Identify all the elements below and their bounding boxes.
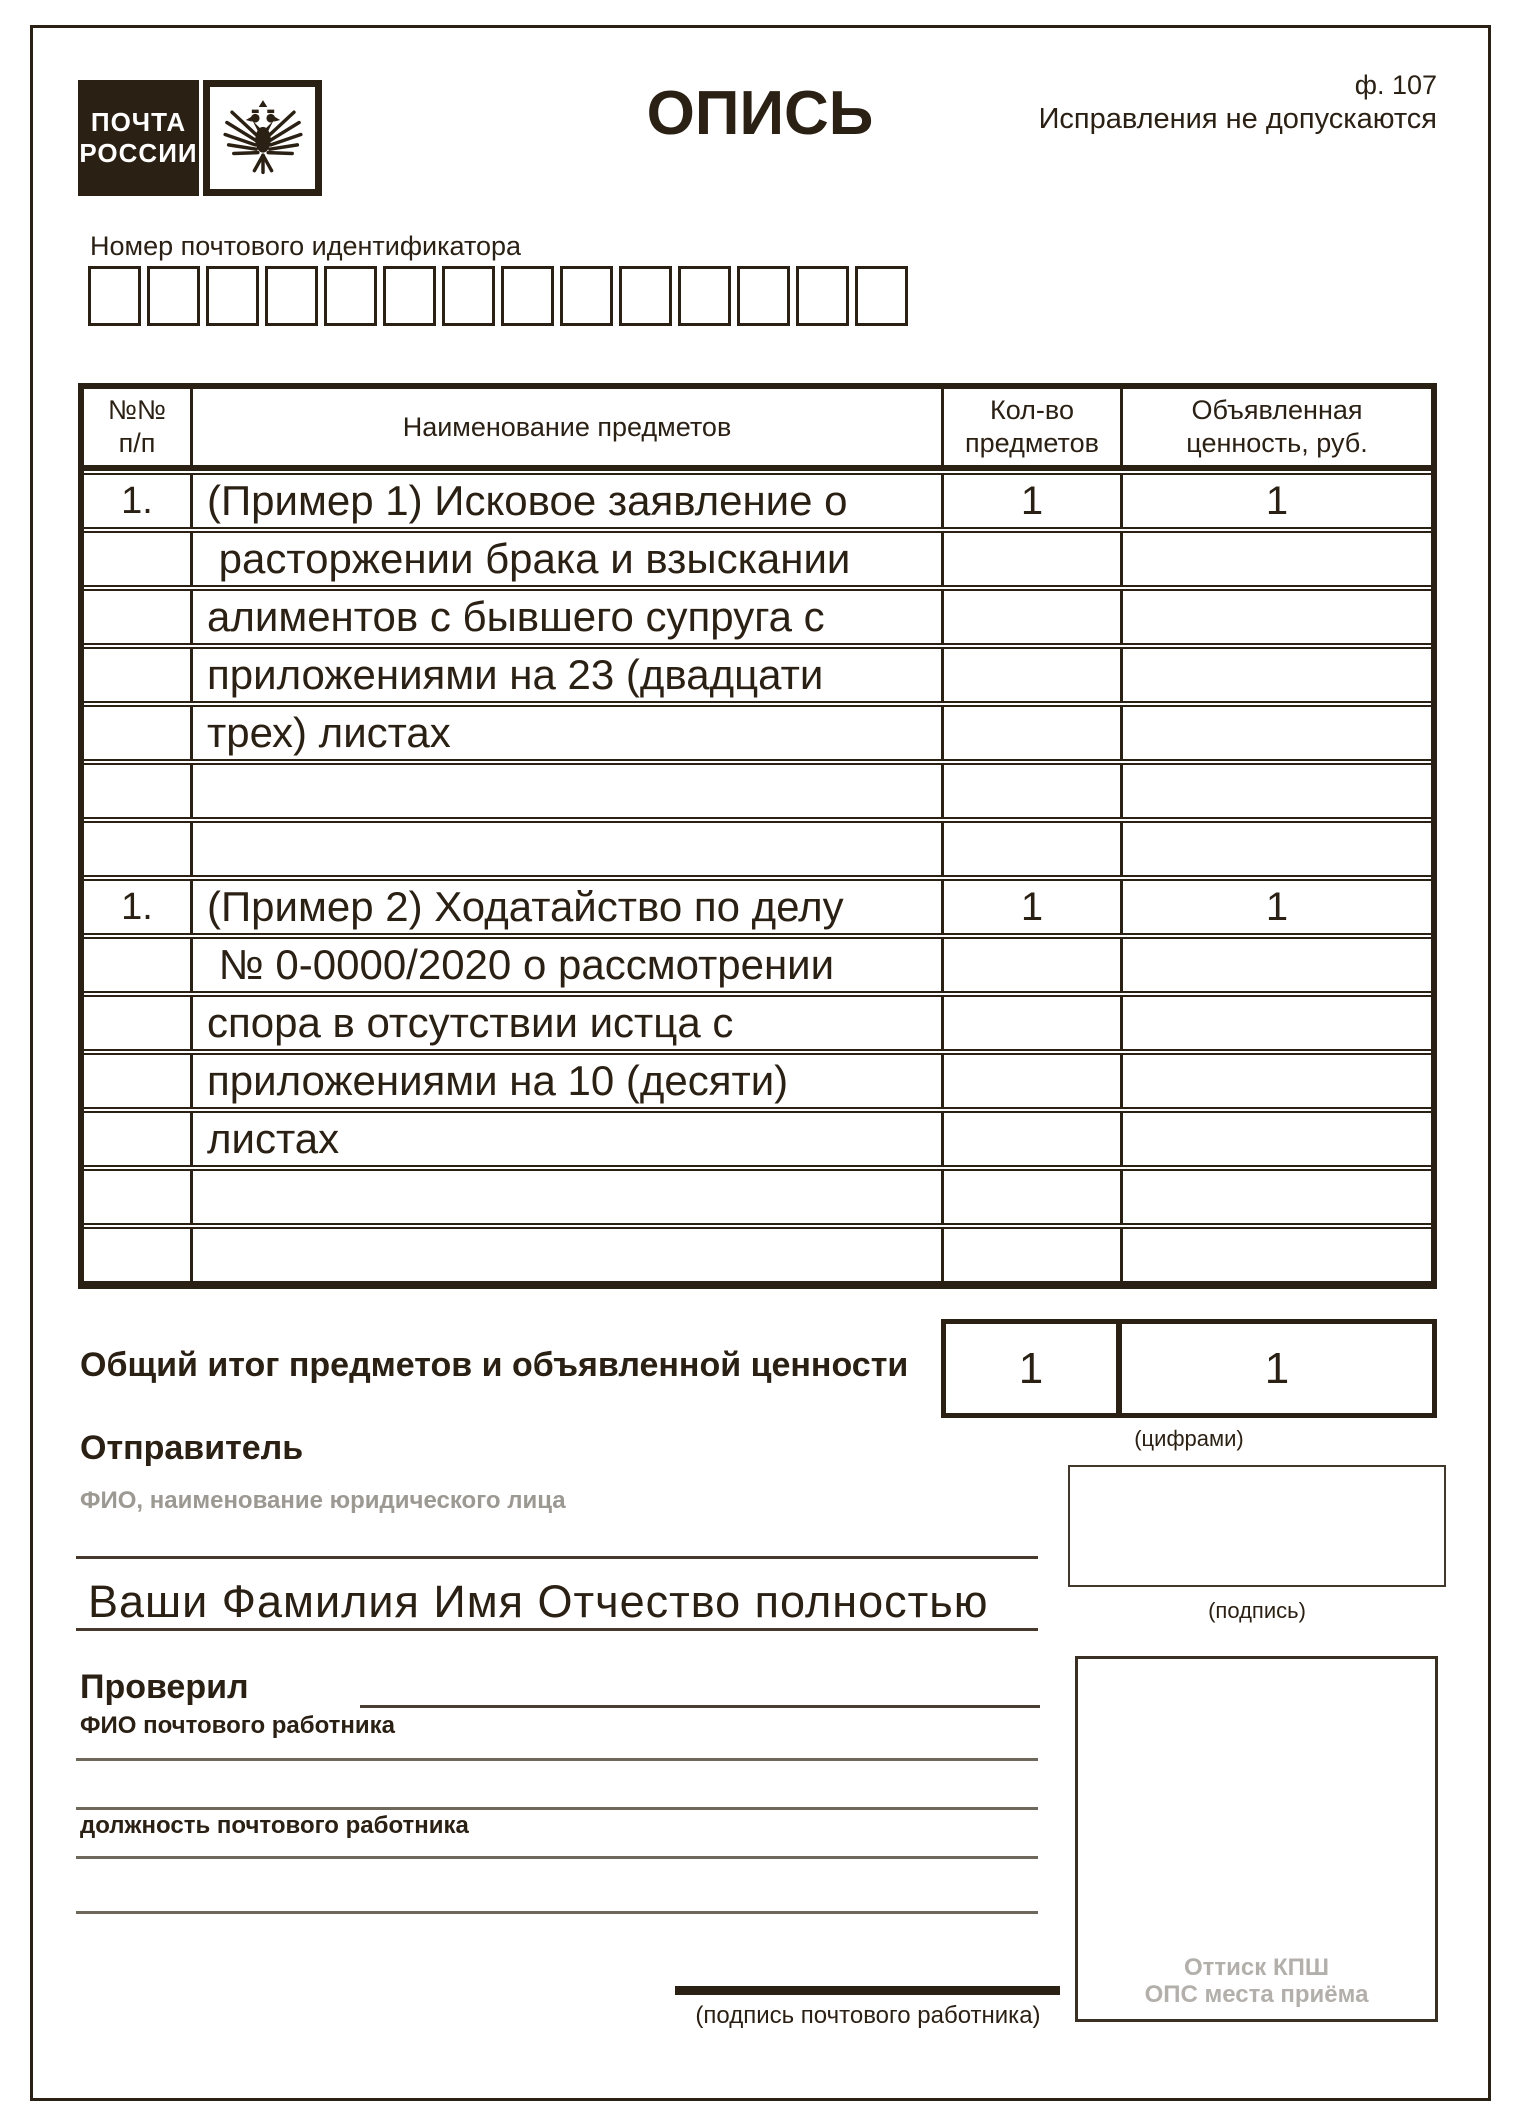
table-row xyxy=(84,995,1431,1051)
checker-position-line[interactable] xyxy=(76,1856,1038,1859)
identifier-cell[interactable] xyxy=(206,266,259,326)
cell-value[interactable] xyxy=(1123,705,1431,761)
cell-value[interactable]: 1 xyxy=(1123,473,1431,529)
cell-num[interactable] xyxy=(84,647,193,703)
cell-name[interactable] xyxy=(193,1169,944,1225)
cell-value[interactable] xyxy=(1123,995,1431,1051)
cell-num[interactable] xyxy=(84,995,193,1051)
identifier-cell[interactable] xyxy=(501,266,554,326)
cell-name[interactable] xyxy=(193,1227,944,1283)
identifier-cell[interactable] xyxy=(737,266,790,326)
cell-name[interactable]: приложениями на 10 (десяти) xyxy=(193,1053,944,1109)
cell-qty[interactable] xyxy=(944,1227,1123,1283)
cell-name[interactable]: спора в отсутствии истца с xyxy=(193,995,944,1051)
table-row xyxy=(84,473,1431,529)
table-row xyxy=(84,763,1431,819)
sender-signature-note: (подпись) xyxy=(1208,1598,1306,1623)
table-row xyxy=(84,589,1431,645)
checker-line[interactable] xyxy=(76,1807,1038,1810)
table-row xyxy=(84,531,1431,587)
cell-name[interactable]: (Пример 1) Исковое заявление о xyxy=(193,473,944,529)
identifier-cell[interactable] xyxy=(678,266,731,326)
sender-heading: Отправитель xyxy=(80,1429,304,1467)
identifier-cell[interactable] xyxy=(88,266,141,326)
table-header-row xyxy=(84,389,1431,471)
cell-qty[interactable] xyxy=(944,589,1123,645)
cell-name[interactable]: алиментов с бывшего супруга с xyxy=(193,589,944,645)
total-qty-box[interactable]: 1 xyxy=(941,1319,1121,1418)
cell-qty[interactable]: 1 xyxy=(944,879,1123,935)
cell-name[interactable]: приложениями на 23 (двадцати xyxy=(193,647,944,703)
header-num: №№ п/п xyxy=(84,389,193,471)
checker-heading: Проверил xyxy=(80,1668,249,1706)
worker-signature-line[interactable] xyxy=(675,1986,1060,1995)
header-qty: Кол-во предметов xyxy=(944,389,1123,471)
cell-value[interactable] xyxy=(1123,1053,1431,1109)
header-value: Объявленная ценность, руб. xyxy=(1123,389,1431,471)
cell-num[interactable] xyxy=(84,821,193,877)
identifier-cell[interactable] xyxy=(442,266,495,326)
identifier-cell[interactable] xyxy=(324,266,377,326)
form-code: ф. 107 xyxy=(1354,70,1437,100)
checker-fio-label: ФИО почтового работника xyxy=(80,1712,396,1739)
table-row xyxy=(84,937,1431,993)
cell-qty[interactable] xyxy=(944,705,1123,761)
identifier-cell[interactable] xyxy=(619,266,672,326)
cell-qty[interactable] xyxy=(944,647,1123,703)
cell-qty[interactable] xyxy=(944,1169,1123,1225)
russian-post-logo xyxy=(78,80,199,196)
cell-value[interactable] xyxy=(1123,531,1431,587)
sender-sublabel: ФИО, наименование юридического лица xyxy=(80,1487,566,1514)
cell-qty[interactable] xyxy=(944,531,1123,587)
checker-line[interactable] xyxy=(76,1911,1038,1914)
header-name: Наименование предметов xyxy=(193,389,944,471)
no-corrections-note: Исправления не допускаются xyxy=(1038,103,1437,135)
total-value-box[interactable]: 1 xyxy=(1117,1319,1437,1418)
table-row xyxy=(84,705,1431,761)
sender-name-value[interactable]: Ваши Фамилия Имя Отчество полностью xyxy=(88,1576,989,1627)
items-table xyxy=(78,383,1437,1289)
cell-value[interactable] xyxy=(1123,1111,1431,1167)
total-label: Общий итог предметов и объявленной ценности xyxy=(80,1346,909,1384)
cell-num[interactable] xyxy=(84,763,193,819)
checker-position-label: должность почтового работника xyxy=(80,1812,469,1839)
identifier-cell[interactable] xyxy=(855,266,908,326)
table-row xyxy=(84,1053,1431,1109)
table-row xyxy=(84,1169,1431,1225)
logo-text: ПОЧТА РОССИИ xyxy=(79,107,198,168)
table-row xyxy=(84,1111,1431,1167)
cell-qty[interactable] xyxy=(944,995,1123,1051)
cell-value[interactable]: 1 xyxy=(1123,879,1431,935)
cell-name[interactable]: (Пример 2) Ходатайство по делу xyxy=(193,879,944,935)
total-boxes xyxy=(941,1319,1437,1418)
cell-qty[interactable] xyxy=(944,937,1123,993)
digits-note: (цифрами) xyxy=(1134,1426,1244,1451)
cell-value[interactable] xyxy=(1123,763,1431,819)
stamp-box[interactable] xyxy=(1075,1656,1438,2022)
cell-num[interactable] xyxy=(84,531,193,587)
double-headed-eagle-icon xyxy=(220,95,306,181)
sender-rule-bottom xyxy=(76,1628,1038,1631)
table-row xyxy=(84,821,1431,877)
cell-name[interactable] xyxy=(193,821,944,877)
cell-value[interactable] xyxy=(1123,821,1431,877)
cell-num[interactable] xyxy=(84,589,193,645)
cell-num[interactable]: 1. xyxy=(84,473,193,529)
cell-qty[interactable] xyxy=(944,763,1123,819)
cell-name[interactable]: № 0-0000/2020 о рассмотрении xyxy=(193,937,944,993)
checker-fio-line[interactable] xyxy=(76,1758,1038,1761)
table-row xyxy=(84,1227,1431,1283)
identifier-cell[interactable] xyxy=(265,266,318,326)
cell-name[interactable]: листах xyxy=(193,1111,944,1167)
table-row xyxy=(84,879,1431,935)
sender-rule-top xyxy=(76,1556,1038,1559)
cell-num[interactable]: 1. xyxy=(84,879,193,935)
cell-num[interactable] xyxy=(84,1111,193,1167)
worker-signature-note: (подпись почтового работника) xyxy=(695,2002,1041,2029)
eagle-emblem-icon xyxy=(203,80,322,196)
identifier-cell[interactable] xyxy=(147,266,200,326)
sender-signature-box[interactable] xyxy=(1068,1465,1446,1587)
cell-qty[interactable]: 1 xyxy=(944,473,1123,529)
cell-num[interactable] xyxy=(84,1053,193,1109)
cell-num[interactable] xyxy=(84,1227,193,1283)
cell-value[interactable] xyxy=(1123,937,1431,993)
cell-name[interactable]: трех) листах xyxy=(193,705,944,761)
cell-qty[interactable] xyxy=(944,1053,1123,1109)
identifier-cell[interactable] xyxy=(796,266,849,326)
cell-num[interactable] xyxy=(84,705,193,761)
form-title: ОПИСЬ xyxy=(646,79,874,148)
checker-heading-line[interactable] xyxy=(360,1705,1040,1708)
cell-name[interactable] xyxy=(193,763,944,819)
cell-name[interactable]: расторжении брака и взыскании xyxy=(193,531,944,587)
cell-value[interactable] xyxy=(1123,647,1431,703)
identifier-cell[interactable] xyxy=(560,266,613,326)
postal-identifier-cells xyxy=(88,266,908,326)
cell-value[interactable] xyxy=(1123,1169,1431,1225)
cell-qty[interactable] xyxy=(944,821,1123,877)
cell-num[interactable] xyxy=(84,937,193,993)
identifier-cell[interactable] xyxy=(383,266,436,326)
table-row xyxy=(84,647,1431,703)
cell-qty[interactable] xyxy=(944,1111,1123,1167)
stamp-label: Оттиск КПШ ОПС места приёма xyxy=(1144,1953,1369,2009)
postal-identifier-label: Номер почтового идентификатора xyxy=(90,231,522,261)
cell-value[interactable] xyxy=(1123,589,1431,645)
cell-num[interactable] xyxy=(84,1169,193,1225)
cell-value[interactable] xyxy=(1123,1227,1431,1283)
